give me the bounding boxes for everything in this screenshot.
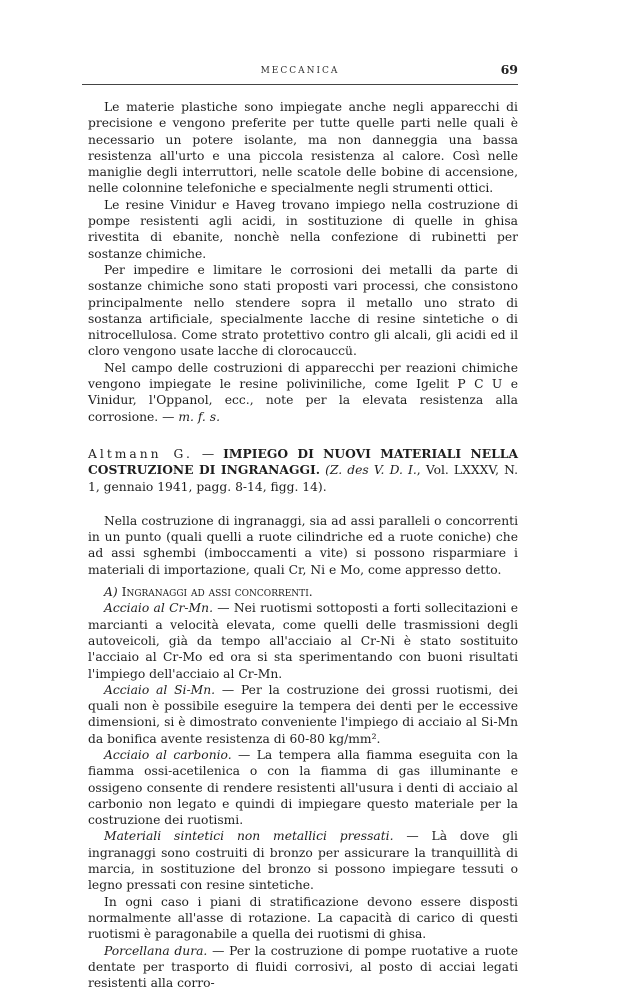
material-paragraph	[88, 682, 518, 747]
intro-paragraph: Per impedire e limitare le corrosioni dei metalli da parte di sostanze chimiche sono stati proposti vari processi, che consistono principalmente nello stendere sopra il metallo uno strato di sostanza artificiale, specialmente lacche di resine sintetiche o di nitrocellulosa. Come strato protettivo contro gli alcali, gli acidi ed il cloro vengono usate lacche di clorocauccü.	[88, 262, 518, 359]
intro-paragraph	[88, 360, 518, 425]
intro-paragraph: Le materie plastiche sono impiegate anche negli apparecchi di precisione e vengono preferite per tutte quelle parti nelle quali è necessario un potere isolante, ma non danneggia una bassa resistenza all'urto e una piccola resistenza al calore. Così nelle maniglie degli interruttori, nelle scatole delle bobine di accensione, nelle colonnine telefoniche e specialmente negli strumenti ottici.	[88, 100, 518, 196]
material-name: Materiali sintetici non metallici pressati.	[104, 829, 394, 844]
material-text: — Là dove gli ingranaggi sono costruiti di bronzo per assicurare la tranquillità di marcia, in sostituzione del bronzo si possono impiegare tessuti o legno pressati con resine sintetiche.	[88, 829, 518, 893]
section-title: Ingranaggi ad assi concorrenti.	[121, 585, 313, 600]
intro-signature: m. f. s.	[178, 409, 220, 424]
body-text	[88, 99, 518, 991]
running-title: MECCANICA	[260, 66, 340, 76]
bibliographic-entry	[88, 446, 518, 495]
material-name: Acciaio al Cr-Mn.	[104, 601, 213, 616]
entry-title: IMPIEGO DI NUOVI MATERIALI NELLA COSTRUZIONE DI INGRANAGGI.	[88, 445, 518, 478]
intro-paragraph: Le resine Vinidur e Haveg trovano impiego nella costruzione di pompe resistenti agli acidi, in sostituzione di quelle in ghisa rivestita di ebanite, nonchè nella confezione di rubinetti per sostanze chimiche.	[88, 197, 518, 261]
section-label: A)	[104, 585, 118, 600]
header-rule	[82, 84, 518, 85]
material-paragraph	[88, 600, 518, 681]
material-name: Acciaio al carbonio.	[104, 747, 232, 762]
entry-author: Altmann G.	[88, 446, 193, 461]
page-number: 69	[500, 62, 518, 77]
entry-source-details: , Vol. LXXXV, N. 1, gennaio 1941, pagg. 8-14, figg. 14).	[88, 463, 518, 494]
material-name: Acciaio al Si-Mn.	[104, 682, 216, 697]
material-paragraph	[88, 747, 518, 828]
entry-dash: —	[192, 446, 224, 461]
entry-source-journal: (Z. des V. D. I.	[325, 463, 417, 478]
porcelain-paragraph	[88, 943, 518, 991]
material-text: — Nei ruotismi sottoposti a forti sollecitazioni e marcianti a velocità elevata, come quelli delle trasmissioni degli autoveicoli, già da tempo all'acciaio al Cr-Ni è stato sostituito l'acciaio al Cr-Mo ed ora si sta sperimentando con buoni risultati l'impiego dell'acciaio al Cr-Mn.	[88, 601, 518, 681]
entry-paragraph: Nella costruzione di ingranaggi, sia ad assi paralleli o concorrenti in un punto (quali quelli a ruote cilindriche ed a ruote coniche) che ad assi sghembi (imboccamenti a vite) si possono risparmiare i materiali di importazione, quali Cr, Ni e Mo, come appresso detto.	[88, 513, 518, 577]
material-text: — Per la costruzione di pompe ruotative a ruote dentate per trasporto di fluidi corrosivi, al posto di acciai legati resistenti alla corro-	[88, 943, 518, 991]
section-heading	[88, 584, 518, 600]
page-header	[82, 62, 518, 84]
stratification-paragraph: In ogni caso i piani di stratificazione devono essere disposti normalmente all'asse di rotazione. La capacità di carico di questi ruotismi è paragonabile a quella dei ruotismi di ghisa.	[88, 894, 518, 942]
material-text: — La tempera alla fiamma eseguita con la fiamma ossi-acetilenica o con la fiamma di gas illuminante e ossigeno consente di rendere resistenti all'usura i denti di acciaio al carbonio non legato e quindi di impiegare questo materiale per la costruzione dei ruotismi.	[88, 747, 518, 828]
material-name: Porcellana dura.	[104, 943, 208, 958]
intro-paragraph-text: Nel campo delle costruzioni di apparecchi per reazioni chimiche vengono impiegate le resine poliviniliche, come Igelit P C U e Vinidur, l'Oppanol, ecc., note per la elevata resistenza alla corrosione. —	[88, 360, 518, 424]
material-paragraph	[88, 828, 518, 893]
material-text: — Per la costruzione dei grossi ruotismi, dei quali non è possibile eseguire la tempera dei denti per le eccessive dimensioni, si è dimostrato conveniente l'impiego di acciaio al Si-Mn da bonifica avente resistenza di 60-80 kg/mm².	[88, 682, 518, 746]
